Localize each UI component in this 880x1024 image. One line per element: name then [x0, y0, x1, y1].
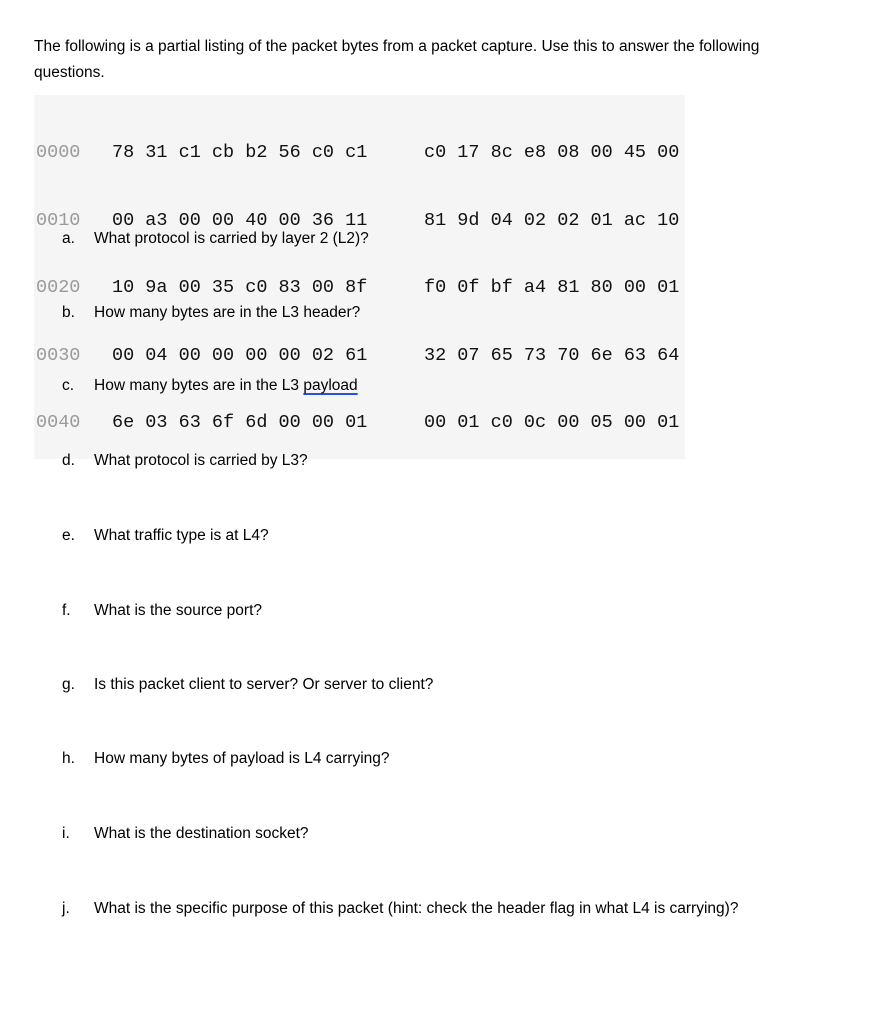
question-letter: c. — [62, 377, 75, 394]
question-a — [62, 230, 369, 248]
question-e — [62, 527, 269, 545]
question-text — [94, 377, 358, 395]
question-text: How many bytes of payload is L4 carrying? — [94, 750, 390, 767]
question-j — [62, 900, 738, 918]
question-text: What is the destination socket? — [94, 825, 309, 842]
question-letter: e. — [62, 527, 75, 544]
hex-offset: 0000 — [36, 142, 81, 163]
question-letter: h. — [62, 750, 75, 767]
hex-row — [36, 412, 679, 435]
question-letter: b. — [62, 304, 75, 321]
question-text: Is this packet client to server? Or server to client? — [94, 676, 434, 693]
question-b — [62, 304, 360, 322]
question-i — [62, 825, 309, 843]
question-letter: a. — [62, 230, 75, 247]
hex-row — [36, 142, 679, 165]
hex-bytes-first-half: 78 31 c1 cb b2 56 c0 c1 — [112, 142, 368, 163]
question-letter: g. — [62, 676, 75, 693]
hex-row — [36, 277, 679, 300]
question-g — [62, 676, 433, 694]
hex-bytes-first-half: 00 04 00 00 00 00 02 61 — [112, 344, 368, 366]
hex-offset: 0010 — [36, 209, 81, 231]
question-h — [62, 750, 390, 768]
hex-bytes-first-half: 00 a3 00 00 40 00 36 11 — [112, 209, 368, 231]
hex-bytes-second-half: c0 17 8c e8 08 00 45 00 — [424, 142, 680, 163]
hex-bytes-second-half: 00 01 c0 0c 00 05 00 01 — [424, 412, 680, 433]
intro-paragraph: The following is a partial listing of the packet bytes from a packet capture. Use this to answer the following questions. — [34, 38, 760, 81]
question-letter: d. — [62, 452, 75, 469]
question-f — [62, 602, 262, 620]
hex-offset: 0020 — [36, 277, 81, 298]
hex-bytes-first-half: 6e 03 63 6f 6d 00 00 01 — [112, 412, 368, 433]
hex-bytes-second-half: f0 0f bf a4 81 80 00 01 — [424, 277, 680, 298]
hex-dump — [34, 95, 685, 459]
question-c — [62, 377, 358, 395]
question-letter: i. — [62, 825, 70, 842]
question-text: What is the specific purpose of this packet (hint: check the header flag in what L4 is carrying)? — [94, 900, 739, 917]
hex-row — [36, 345, 679, 368]
question-d — [62, 452, 308, 470]
hex-bytes-second-half: 81 9d 04 02 02 01 ac 10 — [424, 209, 680, 231]
question-text: What protocol is carried by layer 2 (L2)? — [94, 230, 369, 247]
question-text: How many bytes are in the L3 header? — [94, 304, 361, 321]
hex-offset: 0030 — [36, 344, 81, 366]
question-text: What protocol is carried by L3? — [94, 452, 308, 469]
question-letter: f. — [62, 602, 71, 619]
question-text: What traffic type is at L4? — [94, 527, 269, 544]
spellcheck-underlined-word: payload — [303, 377, 358, 394]
question-text: What is the source port? — [94, 602, 262, 619]
hex-bytes-second-half: 32 07 65 73 70 6e 63 64 — [424, 344, 680, 366]
question-letter: j. — [62, 900, 70, 917]
hex-bytes-first-half: 10 9a 00 35 c0 83 00 8f — [112, 277, 368, 298]
question-text-before: How many bytes are in the L3 — [94, 377, 304, 394]
hex-row — [36, 210, 679, 233]
hex-offset: 0040 — [36, 412, 81, 433]
